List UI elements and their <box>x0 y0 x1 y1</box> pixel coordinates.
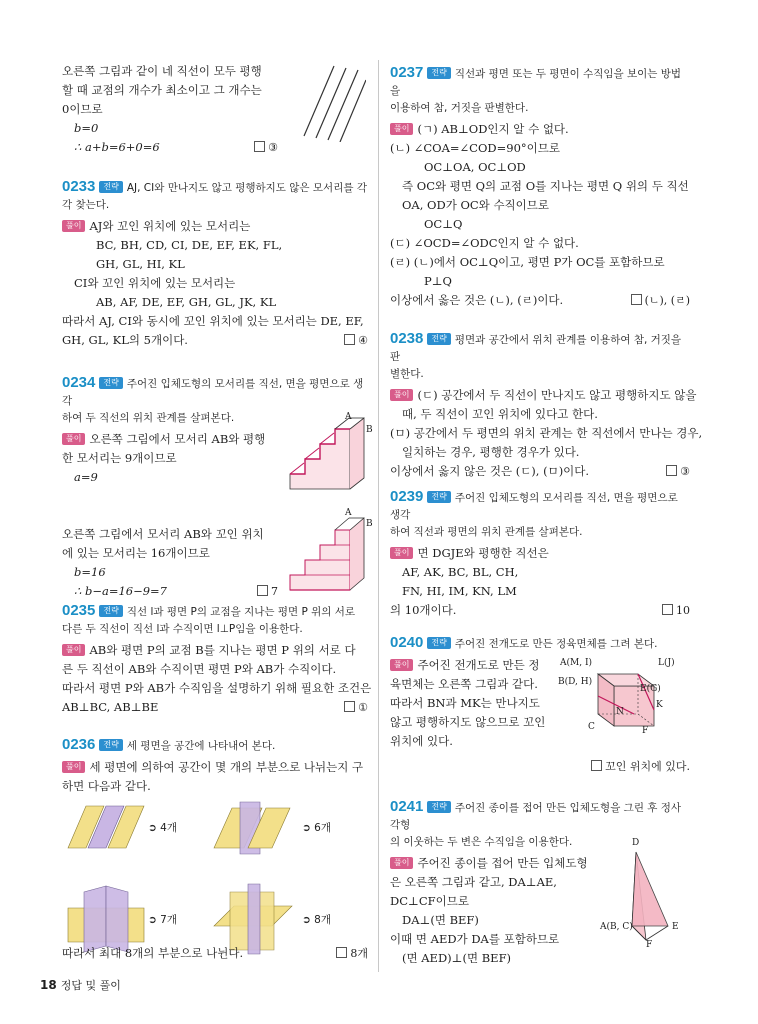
parallel-lines-figure <box>296 62 366 142</box>
strategy-tag: 전략 <box>427 67 450 79</box>
solution-text: 이상에서 옳은 것은 (ㄴ), (ㄹ)이다. <box>390 293 564 307</box>
solution-line: (ㄹ) (ㄴ)에서 OC⊥Q이고, 평면 P가 OC를 포함하므로 <box>390 255 665 269</box>
problem-number: 0236 <box>62 736 96 753</box>
solution-line <box>390 601 690 620</box>
head-text: 다른 두 직선이 직선 l과 수직이면 l⊥P임을 이용한다. <box>62 623 303 635</box>
tetra-label-e: E <box>672 922 679 932</box>
case-7: ➲ 7개 <box>148 914 177 926</box>
fig-label-b: B <box>366 519 373 529</box>
solution-line: DC⊥CF이므로 <box>390 894 469 908</box>
head-text: 주어진 종이를 접어 만든 입체도형을 그린 후 정사각형 <box>390 802 682 831</box>
solution-line: (면 AED)⊥(면 BEF) <box>402 951 512 965</box>
problem-0236 <box>62 736 368 796</box>
solution-line: b=16 <box>74 565 106 579</box>
case-4: ➲ 4개 <box>148 822 177 834</box>
head-text: 별한다. <box>390 368 424 380</box>
solution-tag: 풀이 <box>390 857 413 869</box>
solution-line: 육면체는 오른쪽 그림과 같다. <box>390 677 538 691</box>
answer-text: 꼬인 위치에 있다. <box>605 760 690 773</box>
solution-line: FN, HI, IM, KN, LM <box>402 584 517 598</box>
solution-line: DA⊥(면 BEF) <box>402 913 479 927</box>
solution-text: 세 평면에 의하여 공간이 몇 개의 부분으로 나뉘는지 구 <box>89 760 364 774</box>
solution-text: (ㄷ) 공간에서 두 직선이 만나지도 않고 평행하지도 않을 <box>417 388 697 402</box>
strategy-tag: 전략 <box>99 739 122 751</box>
planes-4-figure <box>66 798 146 858</box>
solution-tag: 풀이 <box>390 659 413 671</box>
solution-line: 하면 다음과 같다. <box>62 779 151 793</box>
solution-text: 이상에서 옳지 않은 것은 (ㄷ), (ㅁ)이다. <box>390 464 590 478</box>
answer-box-icon <box>662 604 673 615</box>
solution-line: a=9 <box>74 470 98 484</box>
solution-line: 은 오른쪽 그림과 같고, DA⊥AE, <box>390 875 557 889</box>
answer-box-icon <box>344 334 355 345</box>
solution-text: AJ와 꼬인 위치에 있는 모서리는 <box>89 219 251 233</box>
tetra-label-a: A(B, C) <box>600 922 633 932</box>
solution-line: (ㄴ) ∠COA=∠COD=90°이므로 <box>390 141 560 155</box>
cube-label-k: K <box>656 700 663 710</box>
footer-text: 정답 및 풀이 <box>60 979 121 992</box>
answer-text: 7 <box>271 585 278 598</box>
case-text: 8개 <box>314 914 331 926</box>
solution-line: 에 있는 모서리는 16개이므로 <box>62 546 210 560</box>
staircase-figure-parallel <box>280 414 370 494</box>
solution-line: BC, BH, CD, CI, DE, EF, EK, FL, <box>96 238 283 252</box>
strategy-tag: 전략 <box>427 333 450 345</box>
solution-text: ∴ b−a=16−9=7 <box>74 584 167 598</box>
case-8: ➲ 8개 <box>302 914 331 926</box>
intro-line: 할 때 교점의 개수가 최소이고 그 개수는 <box>62 83 262 97</box>
answer-text: ③ <box>680 465 690 478</box>
tetra-label-f: F <box>646 940 653 950</box>
strategy-tag: 전략 <box>99 377 122 389</box>
solution-tag: 풀이 <box>390 389 413 401</box>
cube-label-b: B(D, H) <box>558 677 593 687</box>
solution-line <box>390 291 690 310</box>
answer <box>631 291 690 310</box>
cube-label-l: L(J) <box>658 658 675 668</box>
solution-line <box>390 462 690 481</box>
solution-text: GH, GL, KL의 5개이다. <box>62 333 188 347</box>
page-number: 18 <box>40 978 57 992</box>
problem-0239 <box>390 488 690 620</box>
cube-label-a: A(M, I) <box>560 658 593 668</box>
solution-line <box>62 217 368 236</box>
problem-head <box>390 488 690 524</box>
problem-number: 0241 <box>390 798 424 815</box>
solution-line: OC⊥OA, OC⊥OD <box>424 160 526 174</box>
intro-eq2: ∴ a+b=6+0=6 <box>74 140 160 154</box>
problem-head <box>62 602 368 621</box>
problem-head <box>62 178 368 197</box>
solution-line: 일치하는 경우, 평행한 경우가 있다. <box>402 445 580 459</box>
answer-text: ③ <box>268 141 278 154</box>
problem-head <box>62 736 368 755</box>
answer <box>662 601 690 620</box>
head-text: 평면과 공간에서 위치 관계를 이용하여 참, 거짓을 판 <box>390 334 682 363</box>
solution-tag: 풀이 <box>62 761 85 773</box>
solution-line <box>62 758 368 777</box>
strategy-tag: 전략 <box>427 491 450 503</box>
solution-line <box>390 120 690 139</box>
head-text: 주어진 입체도형의 모서리를 직선, 면을 평면으로 생각 <box>390 492 678 521</box>
solution-text: AB와 평면 P의 교점 B를 지나는 평면 P 위의 서로 다 <box>89 643 356 657</box>
answer-box-icon <box>257 585 268 596</box>
head-text: 주어진 전개도로 만든 정육면체를 그려 본다. <box>454 638 658 650</box>
answer <box>344 698 368 717</box>
fig-label-b: B <box>366 425 373 435</box>
solution-line <box>390 544 690 563</box>
solution-line: 즉 OC와 평면 Q의 교점 O를 지나는 평면 Q 위의 두 직선 <box>402 179 689 193</box>
problem-number: 0238 <box>390 330 424 347</box>
solution-line: 따라서 평면 P와 AB가 수직임을 설명하기 위해 필요한 조건은 <box>62 681 372 695</box>
solution-line: (ㄷ) ∠OCD=∠ODC인지 알 수 없다. <box>390 236 579 250</box>
case-text: 4개 <box>160 822 177 834</box>
problem-number: 0233 <box>62 178 96 195</box>
solution-tag: 풀이 <box>62 433 85 445</box>
solution-line: P⊥Q <box>424 274 452 288</box>
solution-tag: 풀이 <box>390 547 413 559</box>
strategy-tag: 전략 <box>99 181 122 193</box>
solution-line: OA, OD가 OC와 수직이므로 <box>402 198 549 212</box>
solution-line: 이때 면 AED가 DA를 포함하므로 <box>390 932 560 946</box>
answer <box>254 138 278 157</box>
solution-text: 오른쪽 그림에서 모서리 AB와 평행 <box>89 432 266 446</box>
problem-number: 0235 <box>62 602 96 619</box>
planes-6-figure <box>212 798 292 858</box>
solution-line: 한 모서리는 9개이므로 <box>62 451 177 465</box>
solution-line <box>62 331 368 350</box>
solution-text: 면 DGJE와 평행한 직선은 <box>417 546 549 560</box>
intro-line: 0이므로 <box>62 102 103 116</box>
answer <box>257 582 278 601</box>
solution-line: 않고 평행하지도 않으므로 꼬인 <box>390 715 546 729</box>
problem-number: 0234 <box>62 374 96 391</box>
head-text: 이용하여 참, 거짓을 판별한다. <box>390 102 529 114</box>
answer <box>336 944 368 963</box>
problem-number: 0239 <box>390 488 424 505</box>
answer <box>344 331 368 350</box>
solution-line: 위치에 있다. <box>390 734 453 748</box>
problem-head <box>390 798 690 834</box>
solution-line <box>390 386 697 405</box>
head-text: 의 이웃하는 두 변은 수직임을 이용한다. <box>390 836 573 848</box>
problem-0233 <box>62 178 368 350</box>
solution-tag: 풀이 <box>390 123 413 135</box>
cube-label-f: F <box>642 726 649 736</box>
answer-text: (ㄴ), (ㄹ) <box>644 294 690 307</box>
solution-line: OC⊥Q <box>424 217 463 231</box>
case-text: 7개 <box>160 914 177 926</box>
solution-line: 따라서 BN과 MK는 만나지도 <box>390 696 540 710</box>
head-text: 하여 직선과 평면의 위치 관계를 살펴본다. <box>390 526 583 538</box>
answer-text: ④ <box>358 334 368 347</box>
solution-line <box>62 698 368 717</box>
problem-0235 <box>62 602 372 717</box>
solution-text: (ㄱ) AB⊥OD인지 알 수 없다. <box>417 122 569 136</box>
case-text: 6개 <box>314 822 331 834</box>
solution-line: 따라서 AJ, CI와 동시에 꼬인 위치에 있는 모서리는 DE, EF, <box>62 314 364 328</box>
solution-line: CI와 꼬인 위치에 있는 모서리는 <box>74 276 236 290</box>
head-text: 주어진 입체도형의 모서리를 직선, 면을 평면으로 생각 <box>62 378 364 407</box>
answer-box-icon <box>336 947 347 958</box>
strategy-tag: 전략 <box>427 637 450 649</box>
problem-head <box>62 374 368 410</box>
solution-line: 른 두 직선이 AB와 수직이면 평면 P와 AB가 수직이다. <box>62 662 337 676</box>
case-6: ➲ 6개 <box>302 822 331 834</box>
solution-line: (ㅁ) 공간에서 두 평면의 위치 관계는 한 직선에서 만나는 경우, <box>390 426 703 440</box>
head-text: 하여 두 직선의 위치 관계를 살펴본다. <box>62 412 235 424</box>
solution-text: AB⊥BC, AB⊥BE <box>62 700 159 714</box>
solution-text: 의 10개이다. <box>390 603 457 617</box>
head-text: 직선과 평면 또는 두 평면이 수직임을 보이는 방법을 <box>390 68 682 97</box>
solution-line: AF, AK, BC, BL, CH, <box>402 565 519 579</box>
solution-line: 오른쪽 그림에서 모서리 AB와 꼬인 위치 <box>62 527 264 541</box>
problem-0237 <box>390 64 690 310</box>
solution-line: 때, 두 직선이 꼬인 위치에 있다고 한다. <box>402 407 598 421</box>
intro-line: 오른쪽 그림과 같이 네 직선이 모두 평행 <box>62 64 262 78</box>
problem-head <box>390 64 690 100</box>
page-footer <box>40 977 121 993</box>
problem-number: 0240 <box>390 634 424 651</box>
solution-tag: 풀이 <box>62 644 85 656</box>
cube-label-e: E(G) <box>640 684 661 694</box>
problem-head <box>390 330 690 366</box>
fig-label-a: A <box>345 508 352 518</box>
answer-text: 8개 <box>350 947 368 960</box>
tetra-label-d: D <box>632 838 640 848</box>
answer <box>666 462 690 481</box>
fig-label-a: A <box>345 412 352 422</box>
solution-text: 따라서 최대 8개의 부분으로 나뉜다. <box>62 946 244 960</box>
head-text: 직선 l과 평면 P의 교점을 지나는 평면 P 위의 서로 <box>126 606 356 618</box>
problem-number: 0237 <box>390 64 424 81</box>
answer-box-icon <box>254 141 265 152</box>
solution-text: 주어진 전개도로 만든 정 <box>417 658 540 672</box>
strategy-tag: 전략 <box>99 605 122 617</box>
solution-text: 주어진 종이를 접어 만든 입체도형 <box>417 856 588 870</box>
answer-box-icon <box>666 465 677 476</box>
cube-label-c: C <box>588 722 595 732</box>
strategy-tag: 전략 <box>427 801 450 813</box>
problem-head <box>390 634 690 653</box>
answer-box-icon <box>344 701 355 712</box>
solution-line <box>62 944 368 963</box>
problem-0238 <box>390 330 703 481</box>
head-text: 각 찾는다. <box>62 199 110 211</box>
cube-label-n: N <box>616 707 624 717</box>
answer-text: 10 <box>676 604 690 617</box>
answer-box-icon <box>591 760 602 771</box>
intro-eq: b=0 <box>74 121 99 135</box>
answer-box-icon <box>631 294 642 305</box>
head-text: AJ, CI와 만나지도 않고 평행하지도 않은 모서리를 각 <box>126 182 367 194</box>
solution-line: AB, AF, DE, EF, GH, GL, JK, KL <box>96 295 277 309</box>
head-text: 세 평면을 공간에 나타내어 본다. <box>126 740 276 752</box>
staircase-figure-skew <box>280 508 370 596</box>
solution-line <box>62 641 368 660</box>
answer <box>591 757 690 776</box>
answer-text: ① <box>358 701 368 714</box>
column-divider <box>378 60 379 972</box>
solution-line: GH, GL, HI, KL <box>96 257 185 271</box>
solution-tag: 풀이 <box>62 220 85 232</box>
